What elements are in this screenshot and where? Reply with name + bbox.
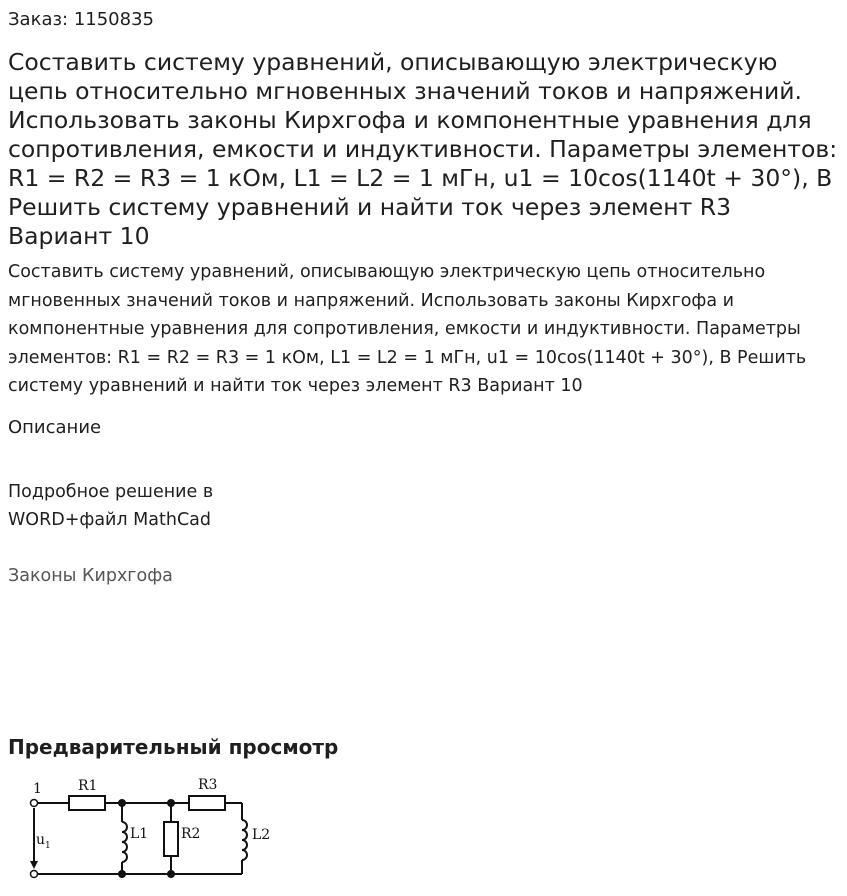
source-subscript: 1 [45,841,51,851]
r2-label: R2 [181,826,201,842]
r1-label: R1 [78,778,98,794]
preview-heading: Предварительный просмотр [8,735,339,759]
circuit-preview-image[interactable] [20,770,290,896]
task-description: Составить систему уравнений, описывающую электрическую цепь относительно мгновенных значений токов и напряжений. Использовать законы Кирхгофа и компонентные уравнения для сопротивления, емкости и индуктивности. Параметры элементов: R1 = R2 = R3 = 1 кОм, L1 = L2 = 1 мГн, u1 = 10cos(1140t + 30°), В Решить систему уравнений и найти ток через элемент R3 Вариант 10 [8,262,807,397]
l1-inductor [122,822,127,862]
r1-resistor [69,796,105,810]
r2-resistor [164,822,178,856]
r3-resistor [189,796,225,810]
l2-inductor [242,820,247,860]
description-text: Подробное решение в WORD+файл MathCad [8,482,214,530]
source-label: u [36,832,46,848]
l1-label: L1 [130,826,149,842]
page-title: Составить систему уравнений, описывающую электрическую цепь относительно мгновенных значений токов и напряжений. Использовать законы Кирхгофа и компонентные уравнения для сопротивления, емкости и индуктивности. Параметры элементов: R1 = R2 = R3 = 1 кОм, L1 = L2 = 1 мГн, u1 = 10cos(1140t + 30°), В Решить систему уравнений и найти ток через элемент R3 Вариант 10 [8,48,838,250]
r3-label: R3 [198,777,218,793]
l2-label: L2 [252,827,271,843]
order-number: Заказ: 1150835 [8,9,154,30]
tag-link-kirchhoff[interactable]: Законы Кирхгофа [8,566,173,586]
node-label: 1 [33,781,42,797]
description-heading: Описание [8,417,102,438]
